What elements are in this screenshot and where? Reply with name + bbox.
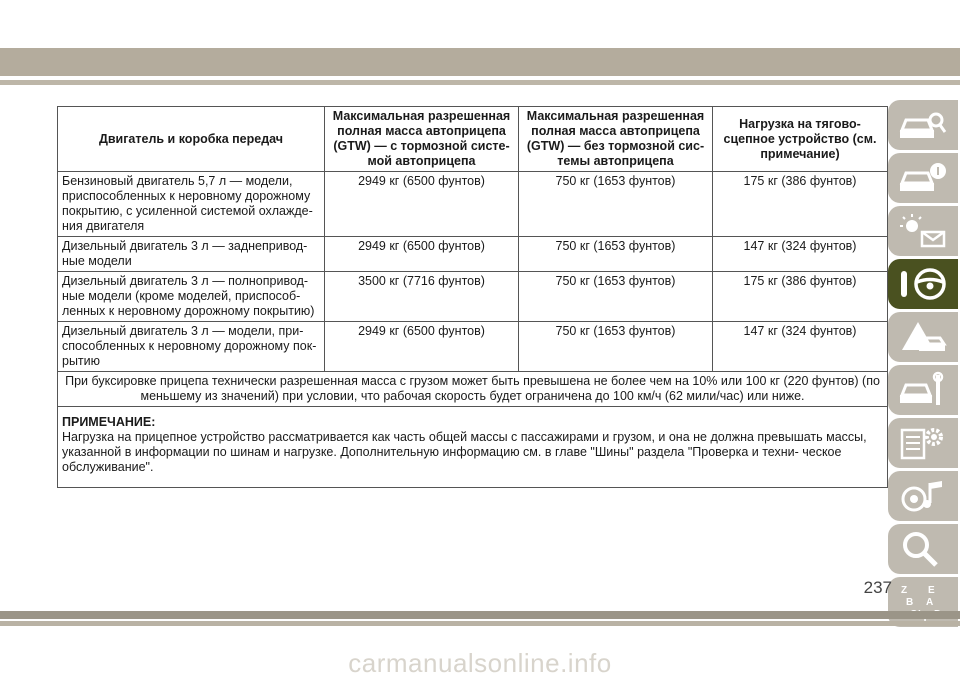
steering-wheel-icon [898, 265, 948, 303]
tab-specifications[interactable] [888, 418, 958, 468]
table-row [58, 322, 888, 372]
header-engine: Двигатель и коробка передач [58, 107, 325, 172]
page-number: 237 [863, 578, 892, 597]
index-letter: A [926, 597, 934, 608]
cell-engine: Бензиновый двигатель 5,7 л — модели, приспособленных к неровному дорожному покрытию, с усиленной системой охлажде- ния двигателя [58, 172, 325, 237]
cell-tongue-weight: 175 кг (386 фунтов) [713, 172, 888, 237]
trailer-weight-table [57, 106, 888, 488]
watermark: carmanualsonline.info [348, 648, 612, 678]
car-crash-warning-icon [898, 318, 948, 356]
tab-search[interactable] [888, 524, 958, 574]
tab-car-search[interactable] [888, 100, 958, 150]
cell-gtw-no-brakes: 750 кг (1653 фунтов) [519, 237, 713, 272]
header-gtw-no-brakes: Максимальная разрешенная полная масса автоприцепа (GTW) — без тормозной сис- темы автоприцепа [519, 107, 713, 172]
tab-crash-warning[interactable] [888, 312, 958, 362]
multimedia-icon [898, 477, 948, 515]
chapter-tabs [888, 100, 960, 630]
cell-gtw-brakes: 2949 кг (6500 фунтов) [325, 237, 519, 272]
table-footnote-row [58, 372, 888, 407]
car-info-icon [898, 159, 948, 197]
warning-light-icon [898, 212, 948, 250]
cell-tongue-weight: 147 кг (324 фунтов) [713, 322, 888, 372]
bottom-band [0, 611, 960, 619]
table-header-row [58, 107, 888, 172]
cell-gtw-brakes: 3500 кг (7716 фунтов) [325, 272, 519, 322]
cell-engine: Дизельный двигатель 3 л — модели, при- способленных к неровному дорожному пок- рытию [58, 322, 325, 372]
top-header-band [0, 48, 960, 76]
table-note [58, 407, 888, 488]
table-row [58, 272, 888, 322]
cell-gtw-no-brakes: 750 кг (1653 фунтов) [519, 272, 713, 322]
index-letter: Z [901, 585, 908, 596]
cell-gtw-brakes: 2949 кг (6500 фунтов) [325, 322, 519, 372]
header-tongue-weight: Нагрузка на тягово- сцепное устройство (см. примечание) [713, 107, 888, 172]
magnifier-icon [898, 530, 948, 568]
cell-gtw-no-brakes: 750 кг (1653 фунтов) [519, 172, 713, 237]
tab-warning-lights[interactable] [888, 206, 958, 256]
table-row [58, 237, 888, 272]
cell-gtw-no-brakes: 750 кг (1653 фунтов) [519, 322, 713, 372]
tab-multimedia[interactable] [888, 471, 958, 521]
table-row [58, 172, 888, 237]
car-search-icon [898, 106, 948, 144]
cell-tongue-weight: 147 кг (324 фунтов) [713, 237, 888, 272]
tab-index[interactable] [888, 577, 958, 627]
header-gtw-brakes: Максимальная разрешенная полная масса автоприцепа (GTW) — с тормозной систе- мой автоприцепа [325, 107, 519, 172]
tab-car-service[interactable] [888, 365, 958, 415]
table-note-row [58, 407, 888, 488]
note-text: Нагрузка на прицепное устройство рассматривается как часть общей массы с пассажирами и грузом, и она не должна превышать массы, указанной в информации по шинам и нагрузке. Дополнительную информацию см. в главе "Шины" раздела "Проверка и техни- ческое обслуживание". [62, 430, 867, 474]
table-footnote: При буксировке прицепа технически разрешенная масса с грузом может быть превышена не более чем на 10% или 100 кг (220 фунтов) (по меньшему из значений) при условии, что рабочая скорость будет ограничена до 100 км/ч (62 мили/час) или ниже. [58, 372, 888, 407]
cell-engine: Дизельный двигатель 3 л — полнопривод- ные модели (кроме моделей, приспособ- ленных к неровному дорожному покрытию) [58, 272, 325, 322]
note-title: ПРИМЕЧАНИЕ: [62, 415, 156, 429]
bottom-line [0, 621, 960, 626]
cell-gtw-brakes: 2949 кг (6500 фунтов) [325, 172, 519, 237]
tab-steering[interactable] [888, 259, 958, 309]
tab-car-info[interactable] [888, 153, 958, 203]
index-letter: B [906, 597, 914, 608]
top-header-line [0, 80, 960, 85]
cell-engine: Дизельный двигатель 3 л — заднепривод- ные модели [58, 237, 325, 272]
specs-gear-icon [898, 424, 948, 462]
cell-tongue-weight: 175 кг (386 фунтов) [713, 272, 888, 322]
index-letter: E [928, 585, 935, 596]
car-service-icon [898, 371, 948, 409]
